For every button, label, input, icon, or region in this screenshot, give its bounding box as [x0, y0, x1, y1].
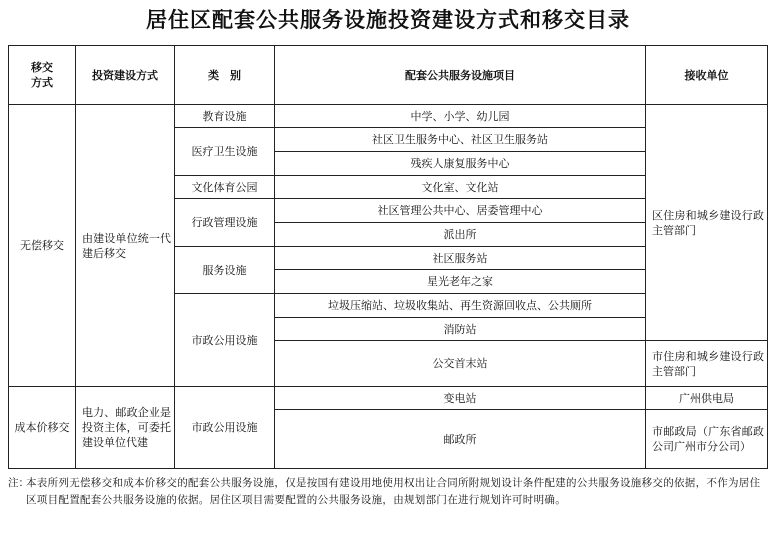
table-header-row	[9, 46, 768, 105]
header-facility-items: 配套公共服务设施项目	[275, 46, 646, 105]
item-police: 派出所	[275, 223, 646, 247]
header-receiving-unit: 接收单位	[646, 46, 768, 105]
table-row	[9, 387, 768, 410]
receiving-unit-power: 广州供电局	[646, 387, 768, 410]
header-investment-method: 投资建设方式	[76, 46, 175, 105]
item-elderly: 星光老年之家	[275, 270, 646, 294]
footnote-prefix: 注：	[8, 477, 29, 489]
item-rehab: 残疾人康复服务中心	[275, 152, 646, 176]
item-community-mgmt: 社区管理公共中心、居委管理中心	[275, 199, 646, 223]
facility-transfer-table	[8, 45, 768, 469]
item-post-office: 邮政所	[275, 410, 646, 469]
item-service-station: 社区服务站	[275, 247, 646, 270]
item-culture-room: 文化室、文化站	[275, 176, 646, 199]
receiving-unit-city: 市住房和城乡建设行政主管部门	[646, 341, 768, 387]
investment-method-free: 由建设单位统一代建后移交	[76, 105, 175, 387]
category-municipal-cost: 市政公用设施	[175, 387, 275, 469]
item-bus: 公交首末站	[275, 341, 646, 387]
receiving-unit-district: 区住房和城乡建设行政主管部门	[646, 105, 768, 341]
header-transfer-method: 移交 方式	[9, 46, 76, 105]
table-row	[9, 105, 768, 128]
category-municipal: 市政公用设施	[175, 294, 275, 387]
category-admin: 行政管理设施	[175, 199, 275, 247]
item-garbage: 垃圾压缩站、垃圾收集站、再生资源回收点、公共厕所	[275, 294, 646, 318]
footnote-text: 本表所列无偿移交和成本价移交的配套公共服务设施，仅是按国有建设用地使用权出让合同所附规划设计条件配建的公共服务设施移交的依据，不作为居住区项目配置配套公共服务设施的依据。居住区项目需要配置的公共服务设施，由规划部门在进行规划许可时明确。	[26, 477, 761, 506]
item-substation: 变电站	[275, 387, 646, 410]
category-culture: 文化体育公园	[175, 176, 275, 199]
category-service: 服务设施	[175, 247, 275, 294]
investment-method-cost: 电力、邮政企业是投资主体，可委托建设单位代建	[76, 387, 175, 469]
item-schools: 中学、小学、幼儿园	[275, 105, 646, 128]
footnote	[8, 475, 768, 509]
category-education: 教育设施	[175, 105, 275, 128]
page-title: 居住区配套公共服务设施投资建设方式和移交目录	[146, 8, 630, 32]
transfer-method-cost: 成本价移交	[9, 387, 76, 469]
receiving-unit-post: 市邮政局（广东省邮政公司广州市分公司）	[646, 410, 768, 469]
item-health-center: 社区卫生服务中心、社区卫生服务站	[275, 128, 646, 152]
transfer-method-free: 无偿移交	[9, 105, 76, 387]
item-fire: 消防站	[275, 318, 646, 341]
category-medical: 医疗卫生设施	[175, 128, 275, 176]
header-category: 类 别	[175, 46, 275, 105]
